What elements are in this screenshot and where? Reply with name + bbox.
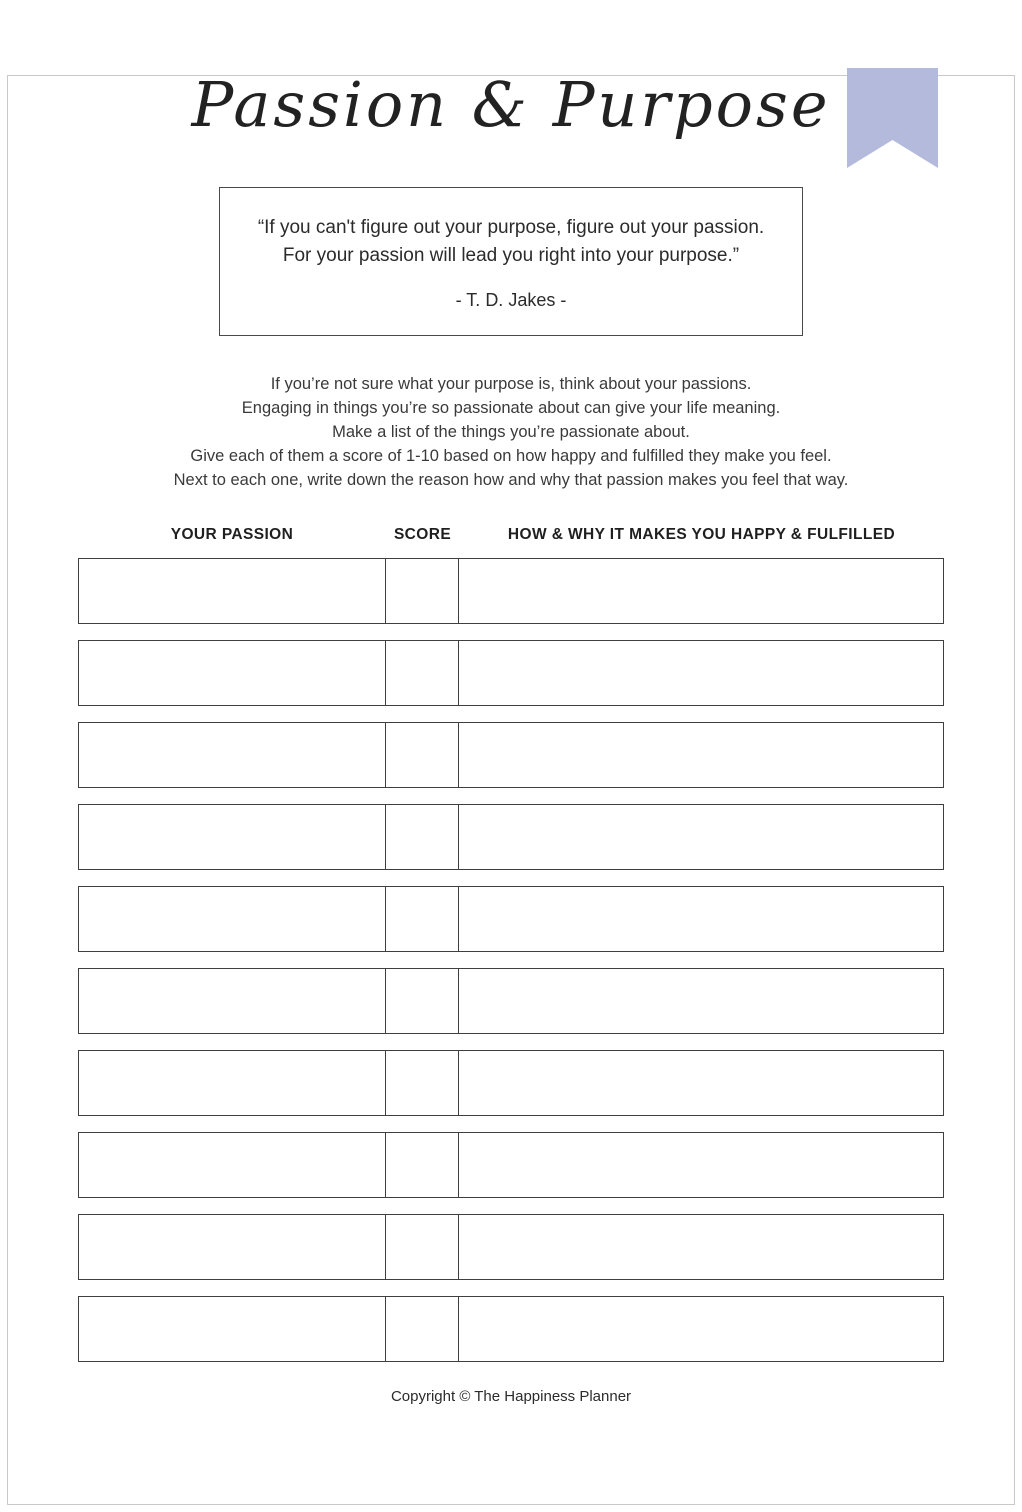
quote-attribution: - T. D. Jakes -	[455, 290, 567, 310]
table-row	[78, 722, 944, 788]
table-row	[78, 804, 944, 870]
instructions	[0, 372, 1022, 492]
quote-box	[219, 187, 803, 336]
page-title: Passion & Purpose	[191, 68, 831, 141]
passion-table	[78, 526, 944, 1362]
table-row	[78, 968, 944, 1034]
copyright-text: Copyright © The Happiness Planner	[390, 1388, 632, 1405]
passion-cell[interactable]	[78, 558, 386, 624]
table-row	[78, 1050, 944, 1116]
score-cell[interactable]	[386, 558, 459, 624]
table-header-row	[78, 526, 944, 544]
header-your-passion: YOUR PASSION	[170, 526, 294, 543]
passion-cell[interactable]	[78, 804, 386, 870]
table-row	[78, 886, 944, 952]
table-row	[78, 1296, 944, 1362]
passion-cell[interactable]	[78, 1050, 386, 1116]
instruction-line: Give each of them a score of 1-10 based on how happy and fulfilled they make you feel.	[190, 447, 832, 465]
instruction-line: Next to each one, write down the reason how and why that passion makes you feel that way.	[173, 471, 849, 489]
reason-cell[interactable]	[459, 640, 944, 706]
score-cell[interactable]	[386, 968, 459, 1034]
passion-cell[interactable]	[78, 968, 386, 1034]
reason-cell[interactable]	[459, 804, 944, 870]
score-cell[interactable]	[386, 804, 459, 870]
score-cell[interactable]	[386, 1296, 459, 1362]
header-how-why: HOW & WHY IT MAKES YOU HAPPY & FULFILLED	[507, 526, 896, 543]
passion-cell[interactable]	[78, 886, 386, 952]
reason-cell[interactable]	[459, 886, 944, 952]
score-cell[interactable]	[386, 640, 459, 706]
reason-cell[interactable]	[459, 968, 944, 1034]
bookmark-ribbon-icon	[847, 68, 938, 168]
passion-cell[interactable]	[78, 1214, 386, 1280]
table-row	[78, 558, 944, 624]
reason-cell[interactable]	[459, 558, 944, 624]
table-row	[78, 1132, 944, 1198]
quote-line-2: For your passion will lead you right into your purpose.”	[282, 245, 740, 266]
score-cell[interactable]	[386, 722, 459, 788]
score-cell[interactable]	[386, 1214, 459, 1280]
reason-cell[interactable]	[459, 1296, 944, 1362]
table-row	[78, 1214, 944, 1280]
instruction-line: Engaging in things you’re so passionate about can give your life meaning.	[241, 399, 781, 417]
instruction-line: If you’re not sure what your purpose is, think about your passions.	[270, 375, 752, 393]
instruction-line: Make a list of the things you’re passionate about.	[332, 423, 690, 441]
table-rows	[78, 558, 944, 1362]
score-cell[interactable]	[386, 886, 459, 952]
reason-cell[interactable]	[459, 722, 944, 788]
header-score: SCORE	[393, 526, 452, 543]
quote-line-1: “If you can't figure out your purpose, figure out your passion.	[257, 217, 765, 238]
score-cell[interactable]	[386, 1050, 459, 1116]
passion-cell[interactable]	[78, 640, 386, 706]
reason-cell[interactable]	[459, 1132, 944, 1198]
passion-cell[interactable]	[78, 722, 386, 788]
reason-cell[interactable]	[459, 1050, 944, 1116]
passion-cell[interactable]	[78, 1132, 386, 1198]
table-row	[78, 640, 944, 706]
reason-cell[interactable]	[459, 1214, 944, 1280]
passion-cell[interactable]	[78, 1296, 386, 1362]
score-cell[interactable]	[386, 1132, 459, 1198]
